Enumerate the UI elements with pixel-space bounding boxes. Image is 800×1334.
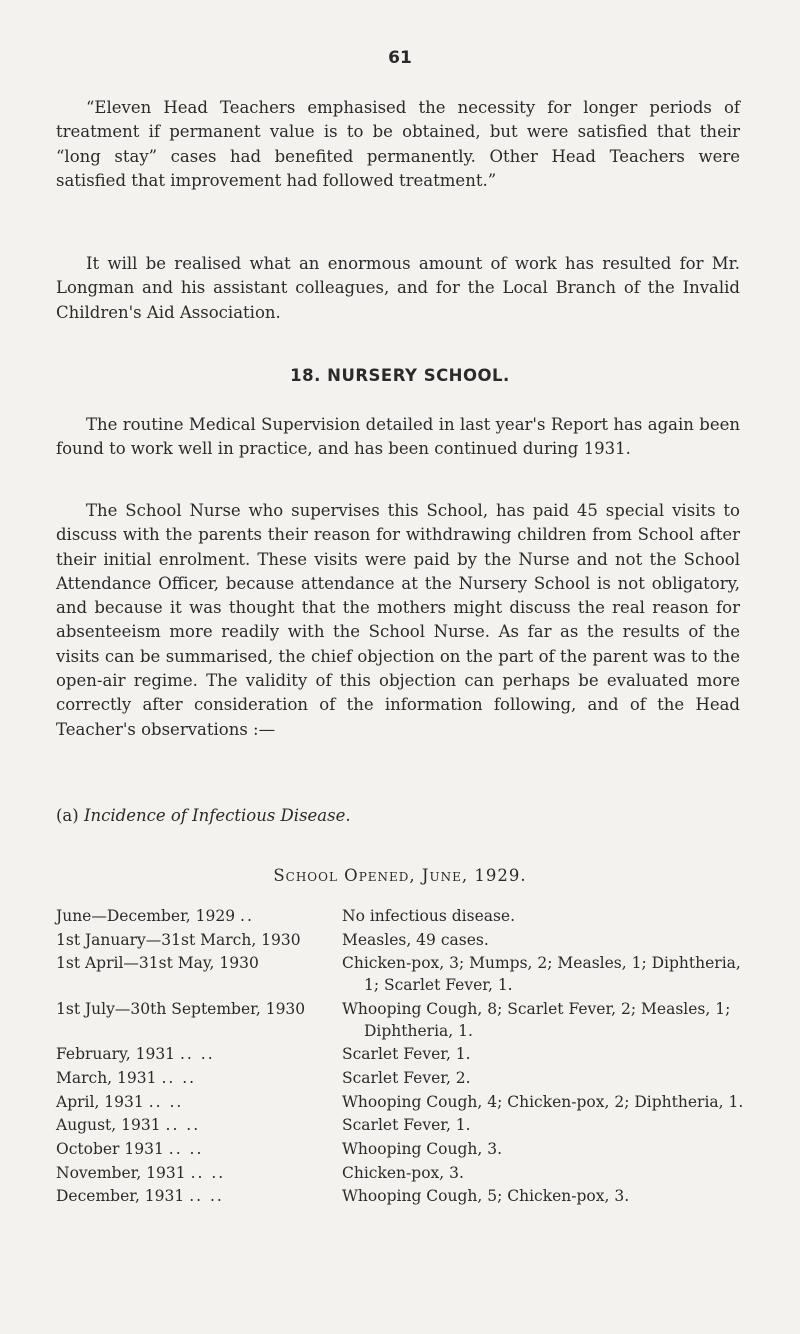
period-cell: June—December, 1929 .. [56,907,254,925]
table-row [56,953,756,996]
table-row [56,1068,756,1090]
table-row [56,1044,756,1066]
table-row [56,1092,756,1114]
disease-cell: No infectious disease. [342,907,516,925]
period-cell: March, 1931 .. .. [56,1068,197,1087]
table-caption: School Opened, June, 1929. [273,866,527,885]
school-nurse-paragraph: The School Nurse who supervises this School, has paid 45 special visits to discuss with the parents their reason for withdrawing children from School after their initial enrolment. These visits were paid by the Nurse and not the School Attendance Officer, because attendance at the Nursery School is not obligatory, and because it was thought that the mothers might discuss the real reason for absenteeism more readily with the School Nurse. As far as the results of the visits can be summarised, the chief objection on the part of the parent was to the open-air regime. The validity of this objection can perhaps be evaluated more correctly after consideration of the information following, and of the Head Teacher's observations :— [56,501,740,739]
page-number: 61 [388,48,412,68]
disease-cell: Whooping Cough, 8; Scarlet Fever, 2; Measles, 1; Diphtheria, 1. [342,999,731,1040]
disease-cell: Measles, 49 cases. [342,930,489,949]
realised-paragraph: It will be realised what an enormous amount of work has resulted for Mr. Longman and his assistant colleagues, and for the Local Branch of the Invalid Children's Aid Association. [56,254,740,322]
disease-cell: Scarlet Fever, 1. [342,1116,471,1135]
routine-supervision-paragraph: The routine Medical Supervision detailed in last year's Report has again been found to work well in practice, and has been continued during 1931. [56,415,740,459]
period-cell: August, 1931 .. .. [56,1116,201,1135]
period-cell: November, 1931 .. .. [56,1163,226,1182]
disease-cell: Whooping Cough, 5; Chicken-pox, 3. [342,1187,630,1206]
disease-cell: Chicken-pox, 3; Mumps, 2; Measles, 1; Diphtheria, 1; Scarlet Fever, 1. [342,954,741,995]
period-cell: December, 1931 .. .. [56,1187,224,1206]
table-row [56,1139,756,1161]
disease-cell: Scarlet Fever, 2. [342,1068,471,1087]
table-row [56,999,756,1042]
disease-cell: Chicken-pox, 3. [342,1163,464,1182]
subheading [56,806,740,825]
period-cell: April, 1931 .. .. [56,1092,184,1111]
table-row [56,1163,756,1185]
period-cell: October 1931 .. .. [56,1140,204,1159]
subheading-title: Incidence of Infectious Disease. [83,806,351,825]
infectious-disease-table [56,906,756,1210]
disease-cell: Whooping Cough, 3. [342,1140,503,1159]
table-row [56,930,756,952]
section-heading: 18. NURSERY SCHOOL. [290,366,510,385]
period-cell: 1st January—31st March, 1930 [56,930,301,949]
disease-cell: Scarlet Fever, 1. [342,1045,471,1064]
table-row [56,1115,756,1137]
period-cell: 1st July—30th September, 1930 [56,999,306,1018]
table-row [56,1186,756,1208]
subheading-label: (a) [56,806,79,825]
period-cell: February, 1931 .. .. [56,1045,215,1064]
table-row [56,906,756,928]
disease-cell: Whooping Cough, 4; Chicken-pox, 2; Diphtheria, 1. [342,1092,744,1111]
period-cell: 1st April—31st May, 1930 [56,954,259,973]
quoted-paragraph: “Eleven Head Teachers emphasised the necessity for longer periods of treatment if permanent value is to be obtained, but were satisfied that their “long stay” cases had benefited permanently. Other Head Teachers were satisfied that improvement had followed treatment.” [56,98,740,190]
